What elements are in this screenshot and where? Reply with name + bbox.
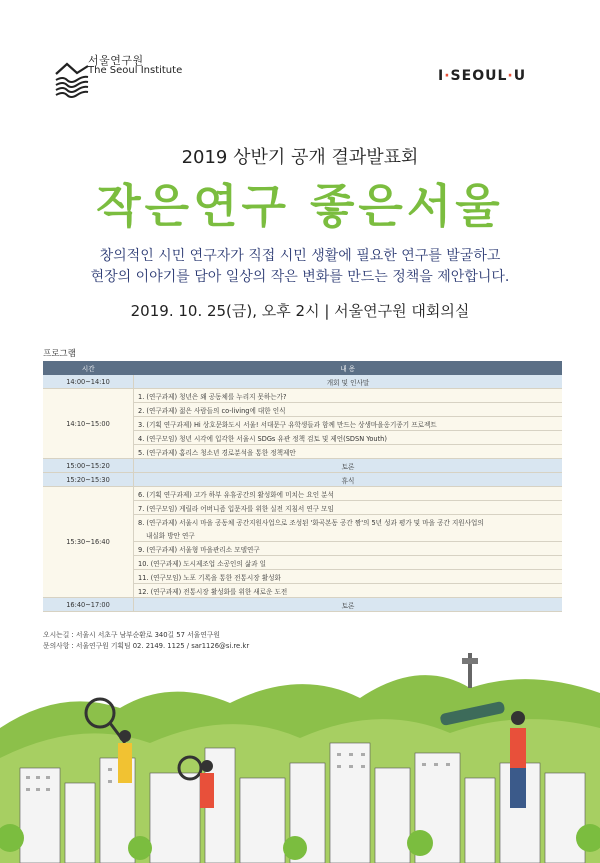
table-row: 10. (연구과제) 도시제조업 소공인의 삶과 일 [43, 556, 562, 570]
event-description: 창의적인 시민 연구자가 직접 시민 생활에 필요한 연구를 발굴하고 현장의 이야기를 담아 일상의 작은 변화를 만드는 정책을 제안합니다. [90, 248, 510, 285]
table-row: 14:10~15:00 1. (연구과제) 청년은 왜 공동체를 누리지 못하는가? [43, 389, 562, 403]
table-row: 16:40~17:00 토론 [43, 598, 562, 612]
seoul-institute-logo [55, 62, 89, 102]
table-row: 9. (연구과제) 서울형 마을관리소 모델연구 [43, 542, 562, 556]
org-name-en: The Seoul Institute [88, 65, 183, 76]
i-seoul-u-logo: I·SEOUL·U [438, 68, 527, 84]
table-row: 3. (기획 연구과제) Hi 상호문화도시 서울! 서대문구 유학생들과 함께 만드는 상생마을옹기종기 프로젝트 [43, 417, 562, 431]
table-row: 내실화 방안 연구 [43, 528, 562, 542]
table-header-row [43, 361, 562, 375]
table-row: 2. (연구과제) 젊은 사람들의 co-living에 대한 인식 [43, 403, 562, 417]
table-row: 7. (연구모임) 게릴라 어버니즘 입문자를 위한 실전 지침서 연구 모임 [43, 501, 562, 515]
program-table [43, 361, 562, 612]
event-subtitle: 2019 상반기 공개 결과발표회 [181, 147, 419, 168]
table-row: 4. (연구모임) 청년 시각에 입각한 서울시 SDGs 유관 정책 검토 및 제언(SDSN Youth) [43, 431, 562, 445]
location-info: 오시는길 : 서울시 서초구 남부순환로 340길 57 서울연구원 [43, 631, 220, 639]
table-row: 5. (연구과제) 홈리스 청소년 경로분석을 통한 정책제안 [43, 445, 562, 459]
table-row: 15:00~15:20 토론 [43, 459, 562, 473]
table-row: 8. (연구과제) 서울시 마을 공동체 공간지원사업으로 조성된 '화곡본동 공간 짬'의 5년 성과 평가 및 마을 공간 지원사업의 [43, 515, 562, 529]
event-title: 작은연구 좋은서울 [96, 179, 504, 233]
col-time-header: 시간 [43, 361, 134, 375]
event-datetime: 2019. 10. 25(금), 오후 2시 | 서울연구원 대회의실 [130, 302, 470, 320]
table-row: 15:30~16:40 6. (기획 연구과제) 고가 하부 유휴공간의 활성화에 미치는 요인 분석 [43, 487, 562, 501]
program-label: 프로그램 [43, 349, 76, 359]
table-row: 15:20~15:30 휴식 [43, 473, 562, 487]
col-content-header: 내 용 [134, 361, 563, 375]
table-row: 14:00~14:10 개회 및 인사말 [43, 375, 562, 389]
table-row: 11. (연구모임) 노포 기록을 통한 전통시장 활성화 [43, 570, 562, 584]
table-row: 12. (연구과제) 전통시장 활성화를 위한 새로운 도전 [43, 584, 562, 598]
contact-info: 문의사항 : 서울연구원 기획팀 02. 2149. 1125 / sar1126@si.re.kr [43, 642, 250, 650]
org-name-kr: 서울연구원 [88, 54, 144, 67]
city-illustration [0, 648, 600, 863]
